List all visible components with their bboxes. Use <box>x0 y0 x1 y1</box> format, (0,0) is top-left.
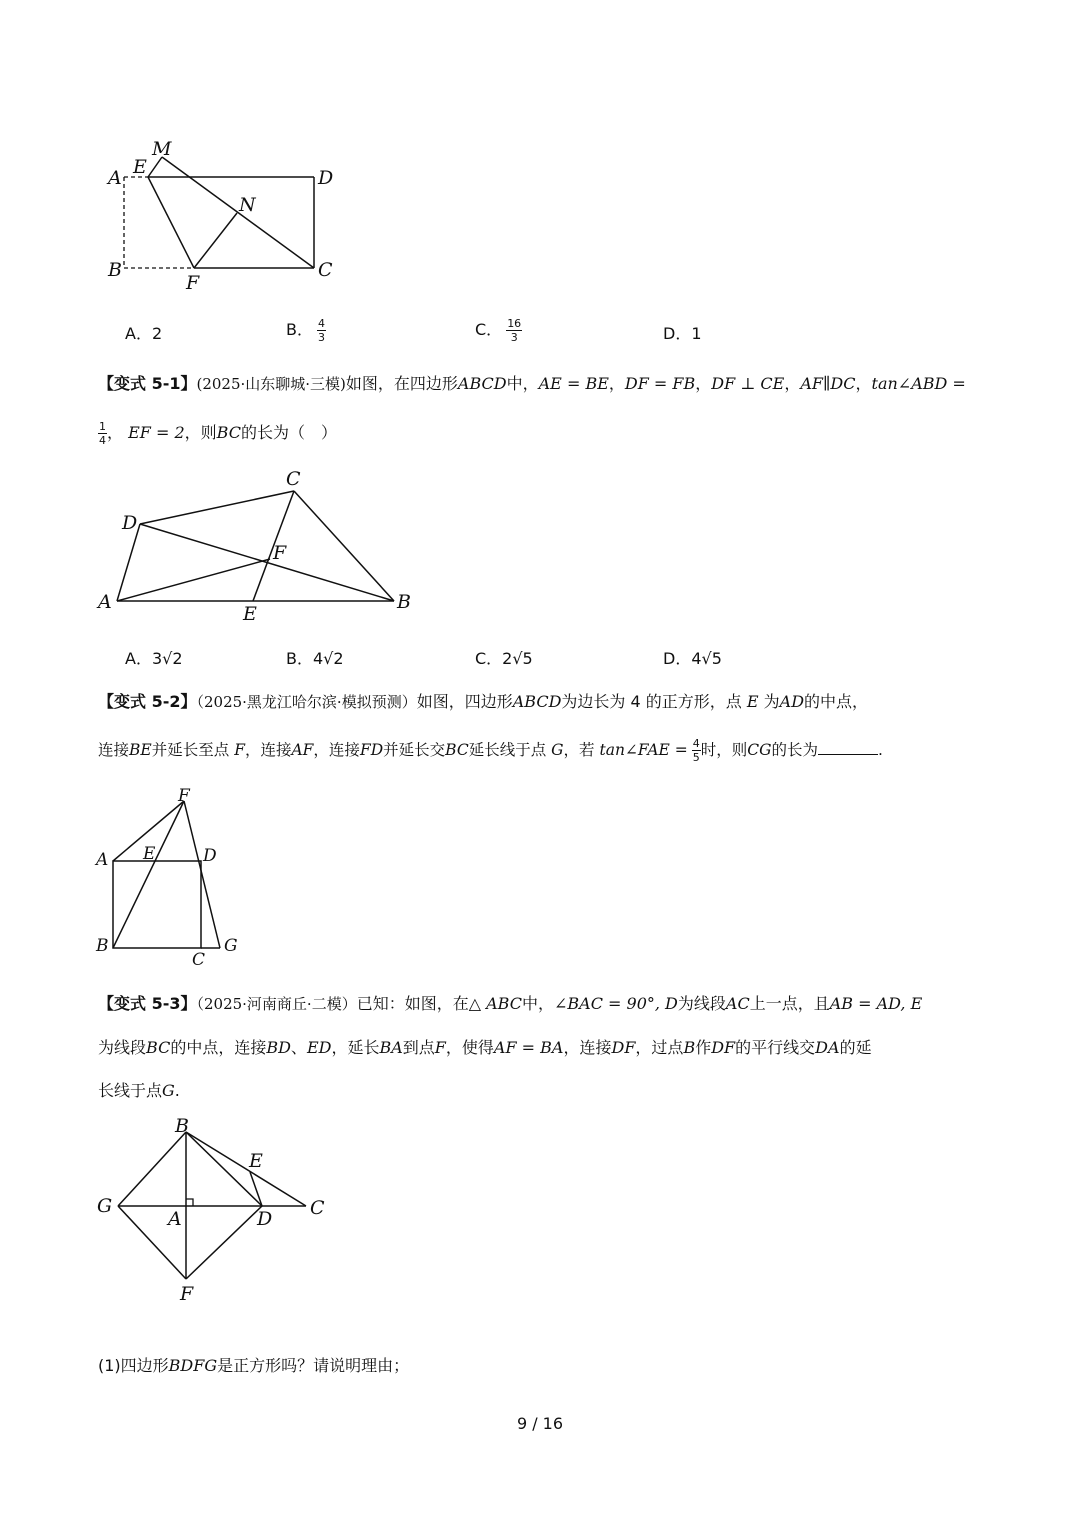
v51-line-2: $\frac{1}{4}$ ， EF = 2，则BC的长为（ ） <box>99 420 337 447</box>
frac-num: 16 <box>507 317 522 330</box>
option-c[interactable]: C．2√5 <box>475 649 533 668</box>
option-d[interactable]: D．4√5 <box>663 649 722 668</box>
v52-line-1: 【变式 5-2】（2025·黑龙江哈尔滨·模拟预测）如图，四边形ABCD为边长为 4 的正方形，点 E 为AD的中点， <box>98 692 869 711</box>
v51-fraction: $\frac{1}{4}$ <box>99 420 106 447</box>
label-C: C <box>286 468 301 490</box>
label-C: C <box>318 259 333 281</box>
v53-line-2: 为线段BC的中点，连接BD、ED，延长BA到点F，使得AF = BA，连接DF，过点B作DF的平行线交DA的延 <box>98 1038 872 1057</box>
option-b[interactable]: B．4√2 <box>286 649 344 668</box>
label-B: B <box>397 591 411 613</box>
label-D: D <box>257 1208 273 1230</box>
label-E: E <box>249 1150 263 1172</box>
label-A: A <box>108 167 122 189</box>
label-G: G <box>97 1195 113 1217</box>
label-A: A <box>96 850 109 870</box>
label-B: B <box>175 1115 189 1137</box>
label-E: E <box>243 603 257 625</box>
v51-tag: 【变式 5-1】 <box>98 374 197 393</box>
label-G: G <box>224 936 238 956</box>
frac-num: 4 <box>317 317 325 330</box>
label-E: E <box>133 156 147 178</box>
v51-source: (2025·山东聊城·三模) <box>196 375 346 393</box>
answer-blank[interactable] <box>818 740 878 755</box>
label-A: A <box>168 1208 182 1230</box>
label-A: A <box>98 591 112 613</box>
v52-fraction: $\frac{4}{5}$ <box>692 737 700 764</box>
v53-line-3: 长线于点G. <box>98 1081 180 1100</box>
v52-tag: 【变式 5-2】 <box>98 692 197 711</box>
page-number: 9 / 16 <box>516 1414 564 1433</box>
option-c[interactable] <box>475 317 522 344</box>
v53-line-1: 【变式 5-3】（2025·河南商丘·二模）已知：如图，在△ ABC中，∠BAC = 90°, D为线段AC上一点，且AB = AD, E <box>98 994 923 1013</box>
figure-1-rectangle-fold <box>100 135 350 295</box>
frac-den: 3 <box>317 331 325 344</box>
option-c-fraction <box>506 317 522 344</box>
label-F: F <box>180 1283 194 1305</box>
label-F: F <box>273 542 287 564</box>
v52-line-2: 连接BE并延长至点 F，连接AF，连接FD并延长交BC延长线于点 G，若 tan∠FAE = $\frac{4}{5}$ 时，则CG的长为 . <box>98 737 883 764</box>
option-c-prefix: C． <box>475 320 503 339</box>
option-b-fraction <box>317 317 326 344</box>
label-C: C <box>192 950 206 970</box>
v53-source: （2025·河南商丘·二模） <box>196 995 357 1013</box>
label-E: E <box>143 844 156 864</box>
label-F: F <box>178 786 190 806</box>
v52-source: （2025·黑龙江哈尔滨·模拟预测） <box>196 693 417 711</box>
label-C: C <box>310 1197 325 1219</box>
q3-part-1: (1)四边形BDFG是正方形吗？请说明理由； <box>98 1356 410 1375</box>
figure-3-square <box>92 785 252 970</box>
label-B: B <box>108 259 122 281</box>
option-b[interactable] <box>286 317 326 344</box>
figure-2-quadrilateral <box>95 463 425 628</box>
option-b-prefix: B． <box>286 320 313 339</box>
figure-4-square-bdfg <box>92 1112 342 1307</box>
label-D: D <box>318 167 334 189</box>
label-F: F <box>186 272 200 294</box>
v51-line-1: 【变式 5-1】(2025·山东聊城·三模)如图，在四边形ABCD中，AE = BE，DF = FB，DF ⊥ CE，AF∥DC，tan∠ABD = <box>98 374 966 393</box>
option-d[interactable]: D．1 <box>663 324 702 343</box>
option-a[interactable]: A．3√2 <box>125 649 183 668</box>
label-D: D <box>203 846 217 866</box>
option-a[interactable]: A．2 <box>125 324 163 343</box>
v53-tag: 【变式 5-3】 <box>98 994 197 1013</box>
label-B: B <box>96 936 109 956</box>
frac-den: 3 <box>510 331 518 344</box>
label-M: M <box>152 138 172 160</box>
label-D: D <box>122 512 138 534</box>
label-N: N <box>239 194 256 216</box>
